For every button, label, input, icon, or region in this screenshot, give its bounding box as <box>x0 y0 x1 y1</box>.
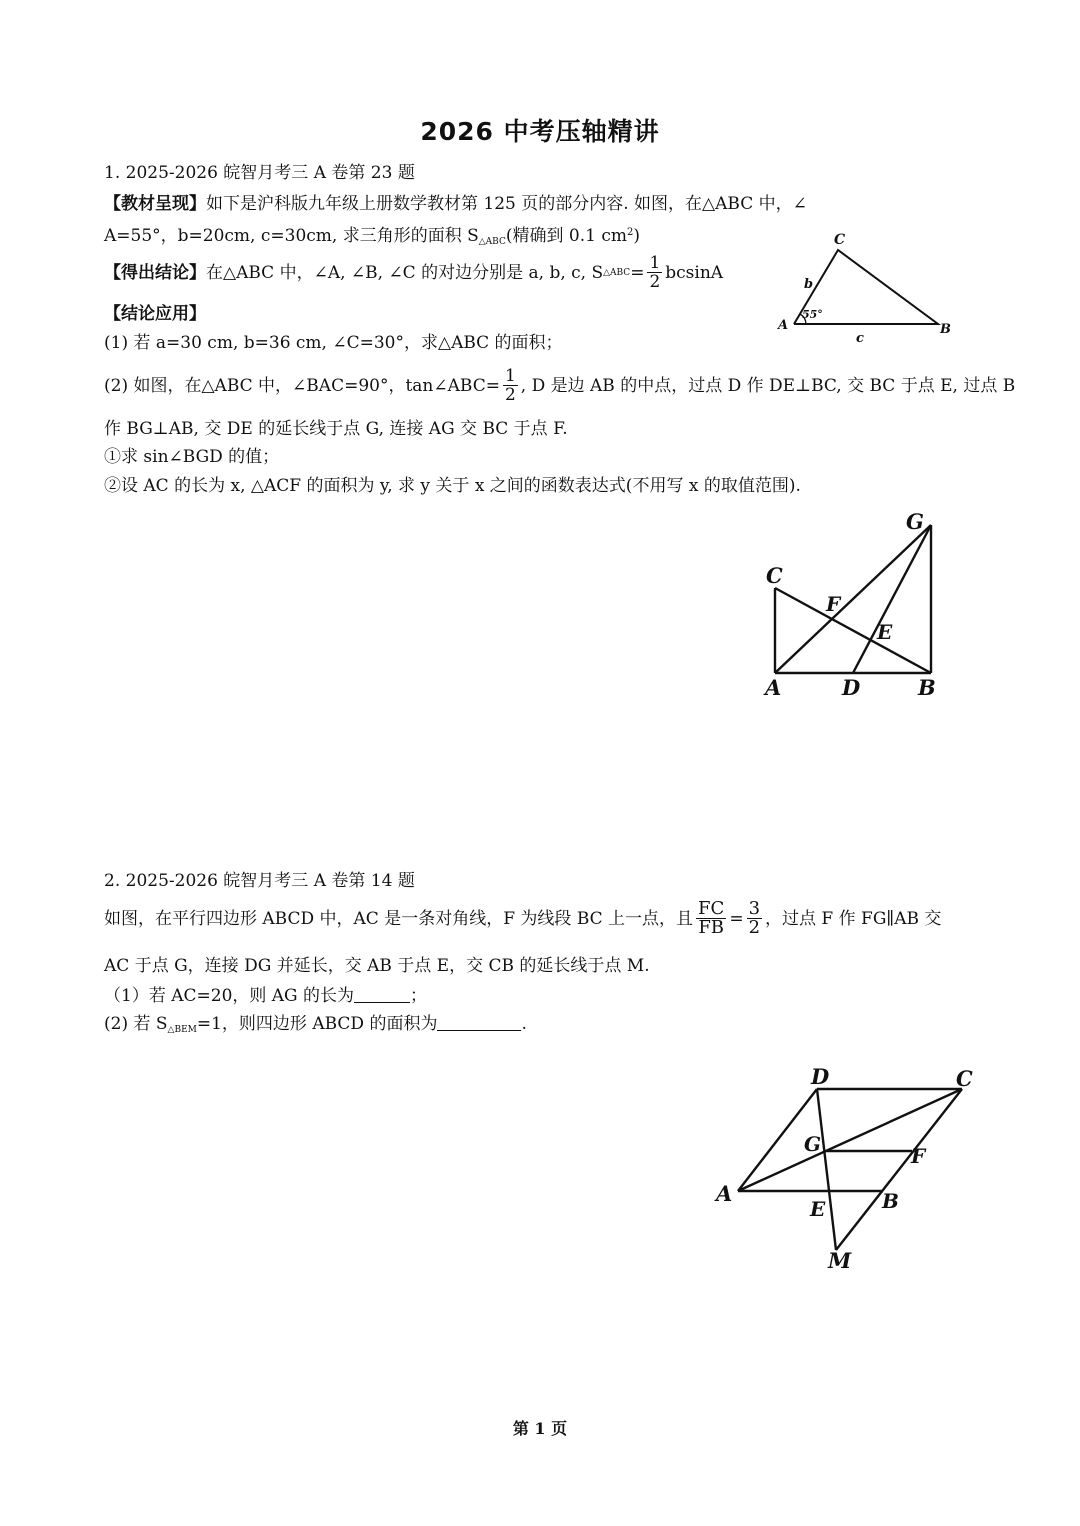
q1-part2-text-b: , D 是边 AB 的中点，过点 D 作 DE⊥BC, 交 BC 于点 E, 过点 B <box>520 375 1016 396</box>
q2-fraction-fc-fb <box>696 900 726 937</box>
page-number: 第 1 页 <box>512 1419 568 1438</box>
label-side-b: b <box>804 277 814 292</box>
q1-intro-text-b: A=55°，b=20cm, c=30cm, 求三角形的面积 S <box>104 226 479 246</box>
q2-part2 <box>104 1013 527 1041</box>
q1-conclusion <box>104 254 723 291</box>
q1-sub1: ①求 sin∠BGD 的值； <box>104 447 280 467</box>
q2-fraction-3-2 <box>747 900 762 937</box>
label-d: D <box>842 675 861 700</box>
q1-intro-tag: 【教材呈现】 <box>104 194 206 214</box>
label-a: A <box>716 1181 733 1206</box>
fraction-denominator: 2 <box>748 917 761 938</box>
fraction-numerator: 1 <box>504 366 516 386</box>
label-a: A <box>778 318 789 333</box>
segment-dm <box>817 1089 836 1250</box>
segment-ac <box>738 1089 962 1191</box>
label-b: B <box>940 322 951 337</box>
segment-ag <box>775 525 931 673</box>
q2-stem-text-b: ，过点 F 作 FG∥AB 交 <box>765 908 942 929</box>
q2-parallelogram-figure <box>710 1060 990 1280</box>
q1-part2-line2: 作 BG⊥AB, 交 DE 的延长线于点 G, 连接 AG 交 BC 于点 F. <box>104 419 568 439</box>
q2-part2-text-a: (2) 若 S <box>104 1014 168 1034</box>
q2-stem-line1 <box>104 900 941 937</box>
label-b: B <box>882 1189 899 1213</box>
q2-part1 <box>104 985 427 1007</box>
fraction-denominator: 2 <box>504 385 516 405</box>
q1-conclusion-eq: = <box>630 262 645 283</box>
label-angle: 55° <box>802 308 823 321</box>
q2-part2-end: . <box>521 1014 527 1034</box>
label-c: C <box>956 1066 973 1091</box>
label-b: B <box>918 675 936 700</box>
q2-part1-text: （1）若 AC=20，则 AG 的长为 <box>104 986 355 1006</box>
q1-part2-line1 <box>104 367 1015 404</box>
q1-intro-sup: 2 <box>626 227 634 238</box>
q2-eq: = <box>729 908 744 929</box>
q1-apply-tag: 【结论应用】 <box>104 304 206 324</box>
fraction-denominator: 2 <box>649 272 661 292</box>
q1-conclusion-text-a: 在△ABC 中，∠A, ∠B, ∠C 的对边分别是 a, b, c, S <box>206 262 604 283</box>
q1-geometry-figure <box>760 505 980 705</box>
q2-stem-line2: AC 于点 G，连接 DG 并延长，交 AB 于点 E，交 CB 的延长线于点 M. <box>104 956 650 976</box>
segment-cb <box>775 588 931 673</box>
answer-blank-1[interactable] <box>354 986 410 1003</box>
label-g: G <box>804 1132 822 1156</box>
q1-part2-fraction <box>503 367 518 404</box>
q1-intro-line1 <box>104 193 807 215</box>
page-title: 2026 中考压轴精讲 <box>420 117 660 146</box>
q1-part2-text-a: (2) 如图，在△ABC 中，∠BAC=90°，tan∠ABC= <box>104 375 500 396</box>
fraction-denominator: FB <box>698 917 725 938</box>
label-side-c: c <box>856 331 864 346</box>
q2-part1-end: ； <box>410 986 428 1006</box>
q1-triangle-figure <box>770 228 960 348</box>
segment-cm <box>836 1089 962 1250</box>
q1-intro-text-a: 如下是沪科版九年级上册数学教材第 125 页的部分内容. 如图，在△ABC 中，∠ <box>206 194 807 214</box>
q2-part2-text-b: =1，则四边形 ABCD 的面积为 <box>196 1014 438 1034</box>
q1-sub2: ②设 AC 的长为 x, △ACF 的面积为 y, 求 y 关于 x 之间的函数表达式(不用写 x 的取值范围). <box>104 476 801 496</box>
q2-part2-sub: △BEM <box>167 1025 197 1035</box>
fraction-numerator: 3 <box>748 898 761 919</box>
q2-stem-text-a: 如图，在平行四边形 ABCD 中，AC 是一条对角线，F 为线段 BC 上一点，且 <box>104 908 694 929</box>
q1-heading: 1. 2025-2026 皖智月考三 A 卷第 23 题 <box>104 163 415 183</box>
q1-part1: (1) 若 a=30 cm, b=36 cm, ∠C=30°，求△ABC 的面积； <box>104 333 563 353</box>
label-a: A <box>765 675 782 700</box>
label-e: E <box>810 1197 826 1221</box>
q1-conclusion-fraction <box>647 254 662 291</box>
q2-heading: 2. 2025-2026 皖智月考三 A 卷第 14 题 <box>104 871 415 891</box>
q1-conclusion-tag: 【得出结论】 <box>104 262 206 283</box>
answer-blank-2[interactable] <box>437 1014 521 1031</box>
q1-intro-text-d: ) <box>633 226 640 246</box>
q1-intro-text-c: (精确到 0.1 cm <box>505 226 627 246</box>
label-c: C <box>766 563 783 588</box>
label-e: E <box>877 620 893 644</box>
q1-conclusion-text-b: bcsinA <box>665 262 724 283</box>
fraction-numerator: FC <box>698 898 725 919</box>
q1-intro-sub: △ABC <box>478 237 506 247</box>
q1-intro-line2 <box>104 222 640 253</box>
label-f: F <box>826 592 841 616</box>
label-g: G <box>906 509 924 534</box>
fraction-numerator: 1 <box>649 253 661 273</box>
q1-conclusion-sub: △ABC <box>603 267 631 278</box>
label-c: C <box>834 232 846 248</box>
label-f: F <box>911 1144 926 1168</box>
label-d: D <box>811 1064 830 1089</box>
label-m: M <box>828 1248 852 1273</box>
